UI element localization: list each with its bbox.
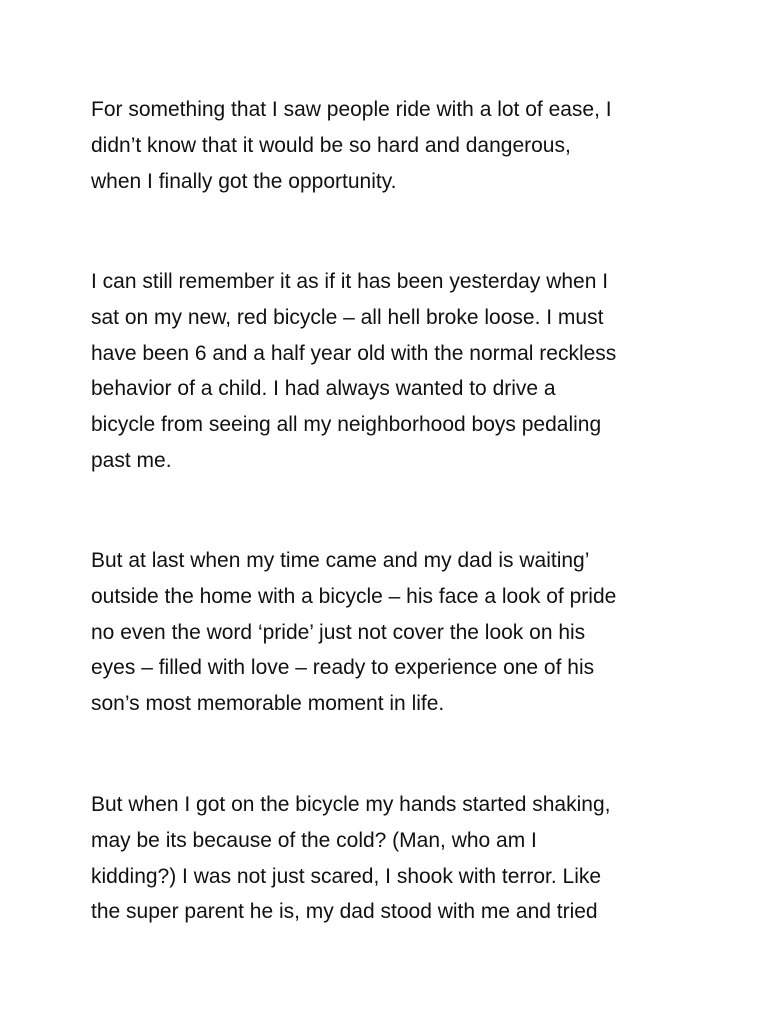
- text-line: outside the home with a bicycle – his face a look of pride: [91, 584, 617, 608]
- text-line: didn’t know that it would be so hard and dangerous,: [91, 133, 571, 157]
- text-line: eyes – filled with love – ready to experience one of his: [91, 656, 595, 680]
- paragraph-4: [91, 787, 691, 930]
- text-line: no even the word ‘pride’ just not cover the look on his: [91, 620, 586, 644]
- text-line: kidding?) I was not just scared, I shook with terror. Like: [91, 864, 602, 888]
- text-line: But at last when my time came and my dad is waiting’: [91, 549, 590, 572]
- text-line: I can still remember it as if it has been yesterday when I: [91, 270, 609, 293]
- text-line: behavior of a child. I had always wanted to drive a: [91, 377, 556, 401]
- text-line: past me.: [91, 448, 172, 472]
- text-line: son’s most memorable moment in life.: [91, 692, 445, 716]
- text-line: sat on my new, red bicycle – all hell broke loose. I must: [91, 305, 604, 329]
- text-line: But when I got on the bicycle my hands started shaking,: [91, 793, 611, 816]
- paragraph-2: [91, 264, 691, 479]
- text-line: when I finally got the opportunity.: [91, 169, 397, 193]
- text-line: may be its because of the cold? (Man, who am I: [91, 828, 537, 852]
- paragraph-3: [91, 543, 691, 722]
- text-line: have been 6 and a half year old with the normal reckless: [91, 341, 617, 365]
- paragraph-1: [91, 92, 691, 199]
- text-line: bicycle from seeing all my neighborhood boys pedaling: [91, 413, 602, 437]
- text-line: the super parent he is, my dad stood with me and tried: [91, 900, 598, 924]
- text-line: For something that I saw people ride with a lot of ease, I: [91, 98, 612, 121]
